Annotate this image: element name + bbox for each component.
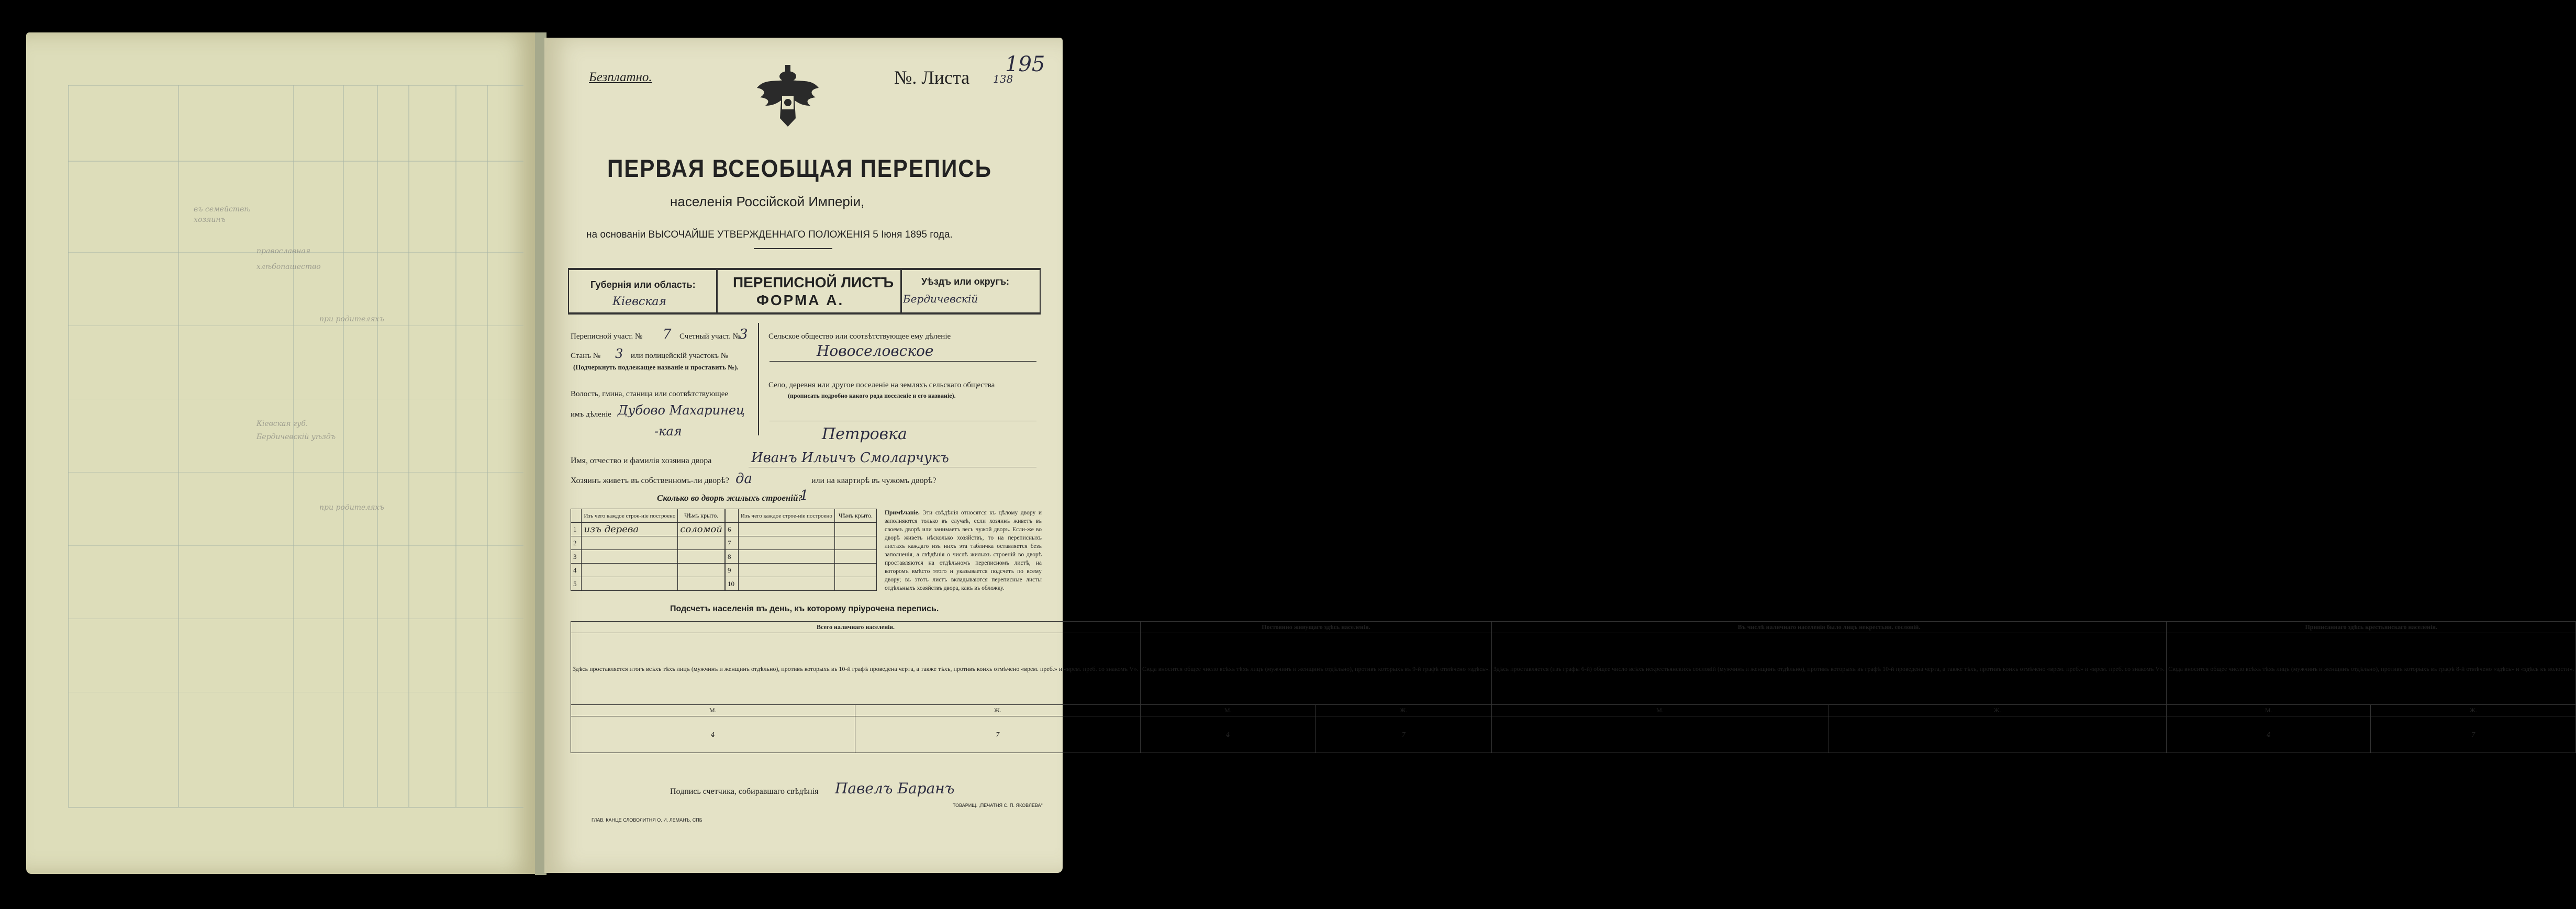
footer-left: ГЛАВ. КАНЦЕ СЛОВОЛИТНЯ О. И. ЛЕМАНЪ, СПБ (592, 817, 702, 823)
count-m-2 (1492, 716, 1828, 753)
signature-value: Павелъ Баранъ (835, 780, 955, 797)
form-letter: ФОРМА А. (756, 292, 844, 308)
stan-note: (Подчеркнуть подлежащее названіе и проставить №). (573, 363, 739, 371)
free-label: Безплатно. (589, 70, 652, 84)
count-m-0: 4 (571, 716, 855, 753)
left-entry: Кіевская губ. (257, 420, 308, 428)
page-subtitle: населенія Россійской Имперіи, (670, 194, 865, 209)
table-row: 10 (726, 577, 877, 591)
buildings-table-right: Изъ чего каждое строе-ніе построено Чѣмъ крыто. 6 7 8 9 10 (725, 509, 877, 591)
left-entry: въ семействѣ (194, 205, 251, 214)
table-row: 7 (726, 536, 877, 550)
table-row: 5 (571, 577, 725, 591)
guberniya-value: Кіевская (612, 295, 667, 308)
count-m-1: 4 (1140, 716, 1315, 753)
uezd-label: Уѣздъ или округъ: (921, 276, 1010, 287)
count-m-3: 4 (2167, 716, 2371, 753)
note-text: Эти свѣдѣнія относятся къ цѣлому двору и заполняются только въ случаѣ, если хозяинъ живетъ въ своемъ дворѣ или занимаетъ весь чужой дворъ. Если-же во дворѣ живетъ нѣсколько хозяйствъ, то на переписныхъ листахъ каждаго изъ нихъ эта табличка оставляется безъ заполненія, а свѣдѣнія о числѣ жилыхъ строеній во дворѣ проставляются на отдѣльномъ переписномъ листѣ, на которомъ вмѣсто этого и указывается подсчетъ по всему двору; въ этотъ листъ вкладываются переписные листы отдѣльныхъ хозяйствъ двора, какъ въ обложку. (885, 510, 1042, 591)
left-entry: хозяинъ (194, 216, 226, 224)
count-zh-0: 7 (855, 716, 1140, 753)
ornament-divider (754, 248, 832, 249)
footer-right: ТОВАРИЩ. „ПЕЧАТНЯ С. П. ЯКОВЛЕВА“ (953, 803, 1043, 808)
table-row: 3 (571, 550, 725, 564)
sheet-number-value: 138 (993, 73, 1013, 85)
table-row: 2 (571, 536, 725, 550)
sheet-title: ПЕРЕПИСНОЙ ЛИСТЪ (733, 274, 894, 290)
schet-value: 3 (739, 327, 748, 342)
table-row: 6 (726, 523, 877, 536)
buildings-value: 1 (800, 488, 809, 503)
imperial-eagle-icon (754, 64, 822, 129)
volost-value: Дубово Махаринец (618, 403, 745, 418)
buildings-label: Сколько во дворѣ жилыхъ строеній? (657, 493, 802, 503)
left-entry: при родителяхъ (319, 315, 384, 323)
left-page (26, 32, 537, 874)
buildings-table-left: Изъ чего каждое строе-ніе построено Чѣмъ крыто. 1 изъ дерева соломой 2 3 4 5 (571, 509, 725, 591)
owner-label: Имя, отчество и фамилія хозяина двора (571, 456, 712, 465)
obshchestvo-label: Сельское общество или соотвѣтствующее ему дѣленіе (768, 332, 951, 341)
page-title: ПЕРВАЯ ВСЕОБЩАЯ ПЕРЕПИСЬ (607, 154, 992, 182)
owner-value: Иванъ Ильичъ Смоларчукъ (751, 450, 949, 466)
uchast-value: 7 (663, 327, 672, 342)
uezd-value: Бердичевскій (903, 293, 978, 305)
schet-label: Счетный участ. № (679, 332, 741, 341)
left-entry: православная (257, 247, 310, 255)
left-entry: Бердичевскій уѣздъ (257, 433, 336, 441)
table-row: 1 изъ дерева соломой (571, 523, 725, 536)
rent-label: или на квартирѣ въ чужомъ дворѣ? (811, 476, 936, 485)
archive-number: 195 (1005, 52, 1045, 76)
right-page (544, 38, 2574, 873)
stan-label: Станъ № (571, 352, 601, 360)
note-title: Примѣчаніе. (885, 510, 920, 516)
selo-note: (прописать подробно какого рода поселеніе и его названіе). (788, 392, 956, 399)
stan-value: 3 (615, 346, 623, 361)
sheet-number-label: №. Листа (894, 67, 970, 88)
uchast-label: Переписной участ. № (571, 332, 643, 341)
obshchestvo-value: Новоселовское (817, 342, 934, 360)
page-basis: на основаніи ВЫСОЧАЙШЕ УТВЕРЖДЕННАГО ПОЛОЖЕНІЯ 5 Іюня 1895 года. (586, 229, 953, 240)
signature-label: Подпись счетчика, собиравшаго свѣдѣнія (670, 787, 819, 796)
selo-label: Село, деревня или другое поселеніе на земляхъ сельскаго общества (768, 381, 995, 389)
count-title: Подсчетъ населенія въ день, къ которому пріурочена перепись. (670, 604, 939, 613)
police-label: или полицейскій участокъ № (631, 352, 729, 360)
selo-value: Петровка (822, 425, 907, 443)
count-table: Всего наличнаго населенія. Постоянно живущаго здѣсь населенія. Въ числѣ наличнаго населенія было лицъ некрестьян. сословій. Приписаннаго здѣсь крестьянскаго населенія. Здѣсь проставляется итогъ всѣхъ тѣхъ лицъ (мужчинъ и женщинъ отдѣльно), противъ которыхъ въ 10-й графѣ проведена черта, а также тѣхъ, противъ коихъ отмѣчено «врем. преб.» и «врем. преб. со знакомъ V». Сюда вносится общее число всѣхъ тѣхъ лицъ (мужчинъ и женщинъ отдѣльно), противъ которыхъ въ 9-й графѣ отмѣчено «здѣсь». Здѣсь проставляется (изъ графы 6-й) общее число всѣхъ некрестьянскихъ сословій (мужчинъ и женщинъ отдѣльно), противъ которыхъ въ графѣ 10-й проведена черта, а также тѣхъ, противъ коихъ отмѣчено «врем. преб.» и «врем. преб. со знакомъ V». Сюда вносится общее число всѣхъ тѣхъ лицъ (мужчинъ и женщинъ отдѣльно), противъ которыхъ въ графѣ 8-й отмѣчено «здѣсь» и «здѣсь къ волости». М. Ж. М. Ж. М. Ж. М. Ж. 4 7 4 7 4 7 (571, 621, 2576, 753)
table-row: 4 (571, 564, 725, 577)
table-row: 9 (726, 564, 877, 577)
own-yard-label: Хозяинъ живетъ въ собственномъ-ли дворѣ? (571, 476, 729, 485)
volost-value-2: -кая (654, 424, 682, 439)
note-block (885, 509, 1042, 592)
guberniya-label: Губернія или область: (590, 279, 696, 290)
table-row: 8 (726, 550, 877, 564)
count-zh-1: 7 (1315, 716, 1491, 753)
left-entry: хлѣбопашество (257, 263, 321, 271)
own-yard-value: да (735, 471, 752, 487)
volost-label-2: имъ дѣленіе (571, 410, 611, 419)
count-zh-2 (1828, 716, 2167, 753)
count-zh-3: 7 (2371, 716, 2576, 753)
left-entry: при родителяхъ (319, 503, 384, 512)
volost-label: Волость, гмина, станица или соотвѣтствующее (571, 390, 729, 398)
